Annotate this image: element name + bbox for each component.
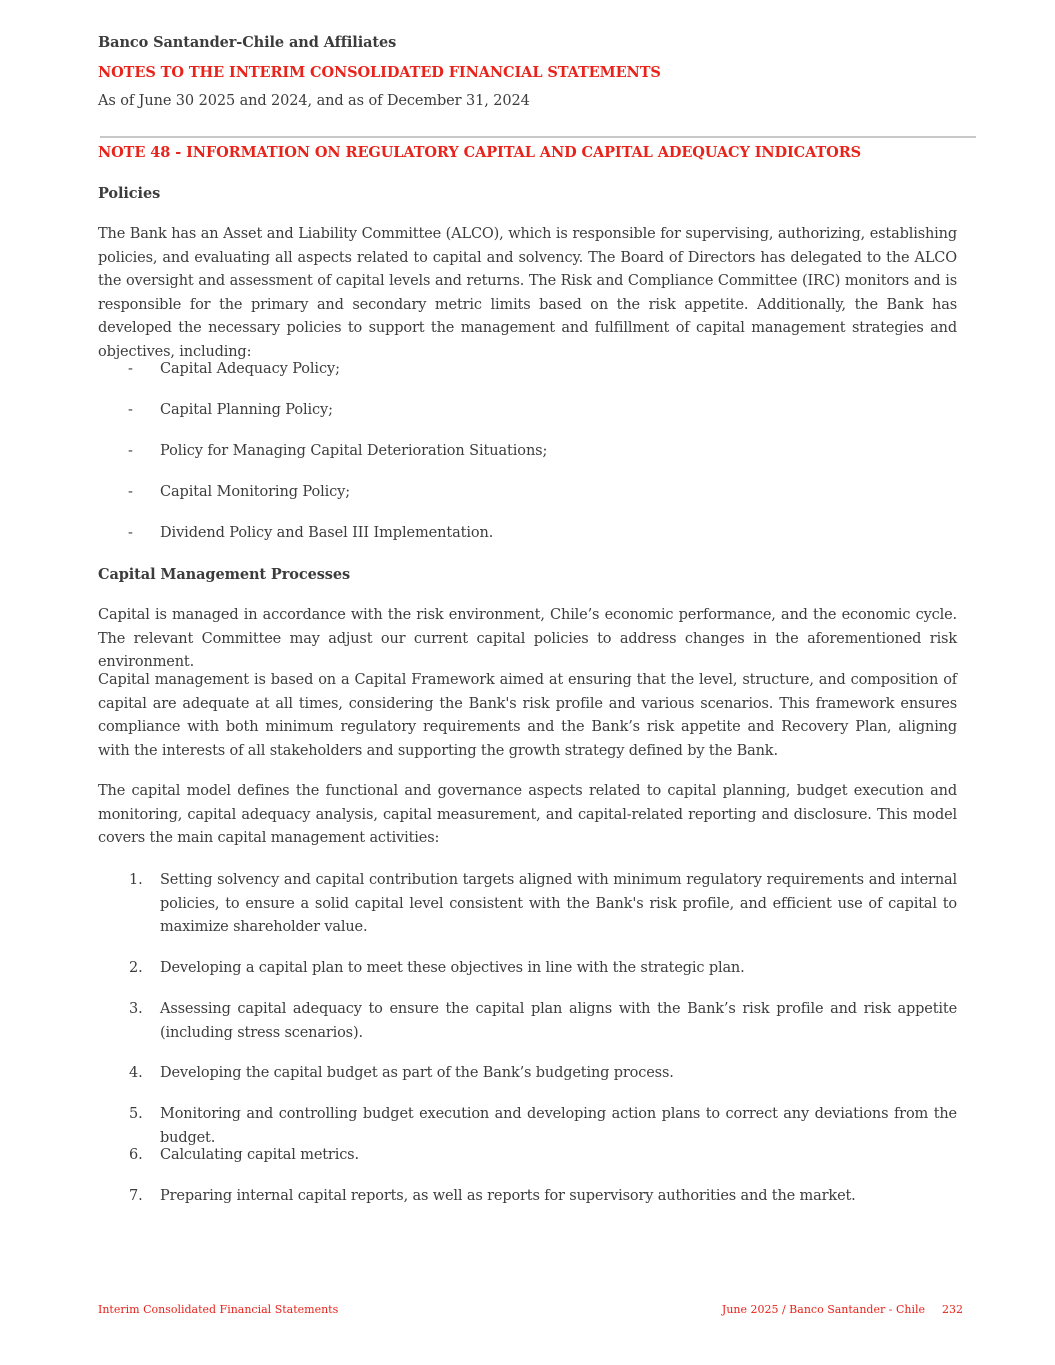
item-number: 5. [129,1106,143,1122]
item-text: Monitoring and controlling budget execution and developing action plans to correct any deviations from the budget. [160,1106,957,1146]
notes-title: NOTES TO THE INTERIM CONSOLIDATED FINANCIAL STATEMENTS [98,64,661,81]
item-number: 1. [129,872,143,888]
page-number: 232 [942,1303,963,1316]
item-number: 7. [129,1188,143,1204]
item-text: Setting solvency and capital contribution targets aligned with minimum regulatory requirements and internal policies, to ensure a solid capital level consistent with the Bank's risk profile, and efficient use of capital to maximize shareholder value. [160,872,957,935]
period-subtitle: As of June 30 2025 and 2024, and as of December 31, 2024 [98,93,530,109]
bullet-text: Capital Planning Policy; [160,402,333,418]
bullet-text: Policy for Managing Capital Deterioration Situations; [160,443,548,459]
bullet-text: Capital Adequacy Policy; [160,361,340,377]
bullet-dash: - [128,361,133,377]
item-text: Developing the capital budget as part of the Bank’s budgeting process. [160,1065,674,1081]
item-number: 3. [129,1001,143,1017]
item-number: 4. [129,1065,143,1081]
policies-paragraph: The Bank has an Asset and Liability Committee (ALCO), which is responsible for supervising, authorizing, establishing policies, and evaluating all aspects related to capital and solvency. The Board of Directors has delegated to the ALCO the oversight and assessment of capital levels and returns. The Risk and Compliance Committee (IRC) monitors and is responsible for the primary and secondary metric limits based on the risk appetite. Additionally, the Bank has developed the necessary policies to support the management and fulfillment of capital management strategies and objectives, including: [98,226,957,360]
processes-paragraph-2: Capital management is based on a Capital Framework aimed at ensuring that the level, structure, and composition of capital are adequate at all times, considering the Bank's risk profile and various scenarios. This framework ensures compliance with both minimum regulatory requirements and the Bank’s risk appetite and Recovery Plan, aligning with the interests of all stakeholders and supporting the growth strategy defined by the Bank. [98,672,957,759]
item-text: Developing a capital plan to meet these objectives in line with the strategic plan. [160,960,745,976]
note-heading: NOTE 48 - INFORMATION ON REGULATORY CAPITAL AND CAPITAL ADEQUACY INDICATORS [98,144,862,161]
header-divider [100,136,976,138]
bullet-dash: - [128,484,133,500]
footer-left: Interim Consolidated Financial Statements [98,1303,339,1316]
company-name: Banco Santander-Chile and Affiliates [98,34,397,51]
footer-right: June 2025 / Banco Santander - Chile [721,1303,925,1316]
processes-paragraph-3: The capital model defines the functional and governance aspects related to capital planning, budget execution and monitoring, capital adequacy analysis, capital measurement, and capital-related reporting and disclosure. This model covers the main capital management activities: [98,783,957,846]
processes-paragraph-1: Capital is managed in accordance with the risk environment, Chile’s economic performance, and the economic cycle. The relevant Committee may adjust our current capital policies to address changes in the aforementioned risk environment. [98,607,957,670]
bullet-dash: - [128,402,133,418]
item-text: Calculating capital metrics. [160,1147,359,1163]
policies-title: Policies [98,185,161,202]
item-text: Preparing internal capital reports, as well as reports for supervisory authorities and the market. [160,1188,856,1204]
processes-title: Capital Management Processes [98,566,351,583]
item-number: 2. [129,960,143,976]
bullet-dash: - [128,443,133,459]
bullet-text: Capital Monitoring Policy; [160,484,351,500]
bullet-dash: - [128,525,133,541]
item-number: 6. [129,1147,143,1163]
item-text: Assessing capital adequacy to ensure the capital plan aligns with the Bank’s risk profile and risk appetite (including stress scenarios). [160,1001,957,1041]
bullet-text: Dividend Policy and Basel III Implementation. [160,525,494,541]
